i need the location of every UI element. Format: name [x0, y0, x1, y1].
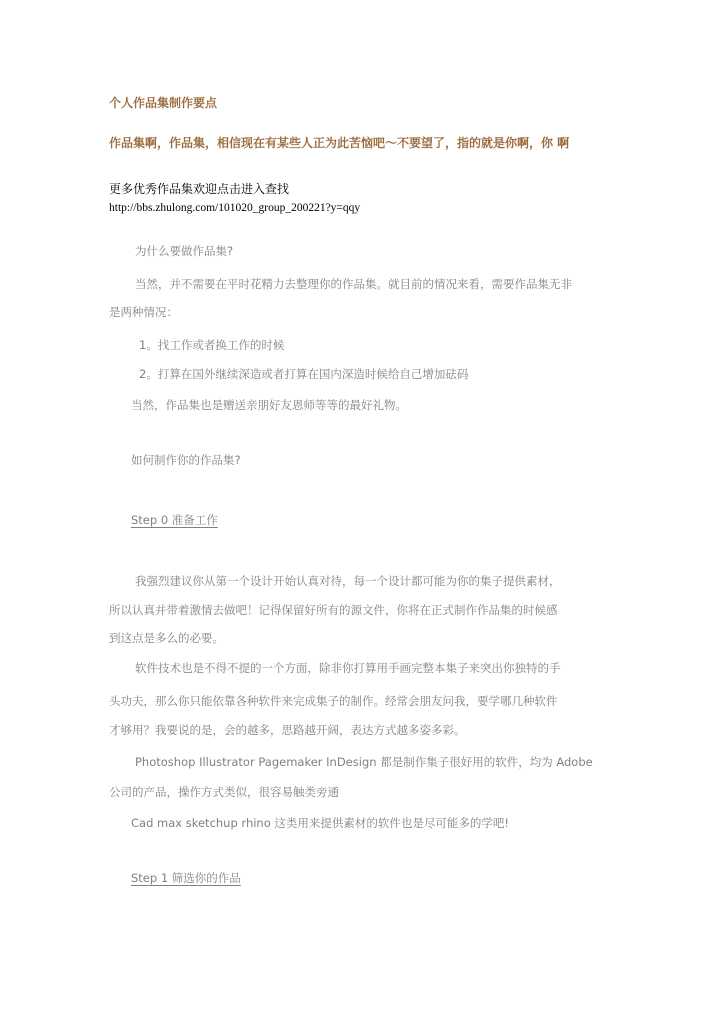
case-item-1: 1。找工作或者换工作的时候 — [139, 338, 285, 352]
case-item-2: 2。打算在国外继续深造或者打算在国内深造时候给自己增加砝码 — [139, 367, 469, 381]
software-paragraph-line-3: 才够用？我要说的是，会的越多，思路越开阔，表达方式越多姿多彩。 — [109, 723, 466, 737]
step-1-heading — [109, 873, 241, 885]
cad-paragraph: Cad max sketchup rhino 这类用来提供素材的软件也是尽可能多的学吧! — [131, 816, 510, 830]
adobe-paragraph-line-1: Photoshop Illustrator Pagemaker InDesign 都是制作集子很好用的软件，均为 Adobe — [135, 755, 593, 769]
forum-link[interactable]: http://bbs.zhulong.com/101020_group_200221?y=qqy — [109, 202, 361, 214]
step-0-label: Step 0 准备工作 — [131, 513, 218, 527]
why-heading: 为什么要做作品集? — [135, 244, 234, 258]
step0-paragraph-line-1: 我强烈建议你从第一个设计开始认真对待，每一个设计都可能为你的集子提供素材， — [135, 574, 561, 588]
software-paragraph-line-2: 头功夫，那么你只能依靠各种软件来完成集子的制作。经常会朋友问我，要学哪几种软件 — [109, 694, 558, 708]
why-paragraph-line-2: 是两种情况： — [109, 305, 178, 319]
adobe-paragraph-line-2: 公司的产品，操作方式类似，很容易触类旁通 — [109, 785, 339, 799]
software-paragraph-line-1: 软件技术也是不得不提的一个方面，除非你打算用手画完整本集子来突出你独特的手 — [135, 661, 561, 675]
document-subtitle: 作品集啊，作品集，相信现在有某些人正为此苦恼吧～不要望了，指的就是你啊，你 啊 — [109, 136, 570, 150]
step-1-label: Step 1 筛选你的作品 — [131, 871, 241, 885]
more-portfolios-text: 更多优秀作品集欢迎点击进入查找 — [109, 182, 290, 196]
step0-paragraph-line-3: 到这点是多么的必要。 — [109, 631, 224, 645]
how-heading: 如何制作你的作品集? — [131, 453, 241, 467]
step0-paragraph-line-2: 所以认真并带着激情去做吧！记得保留好所有的源文件，你将在正式制作作品集的时候感 — [109, 603, 558, 617]
document-title: 个人作品集制作要点 — [109, 96, 218, 110]
step-0-heading — [109, 515, 218, 527]
why-paragraph-line-1: 当然，并不需要在平时花精力去整理你的作品集。就目前的情况来看，需要作品集无非 — [135, 277, 572, 291]
gift-paragraph: 当然，作品集也是赠送亲朋好友恩师等等的最好礼物。 — [131, 398, 407, 412]
